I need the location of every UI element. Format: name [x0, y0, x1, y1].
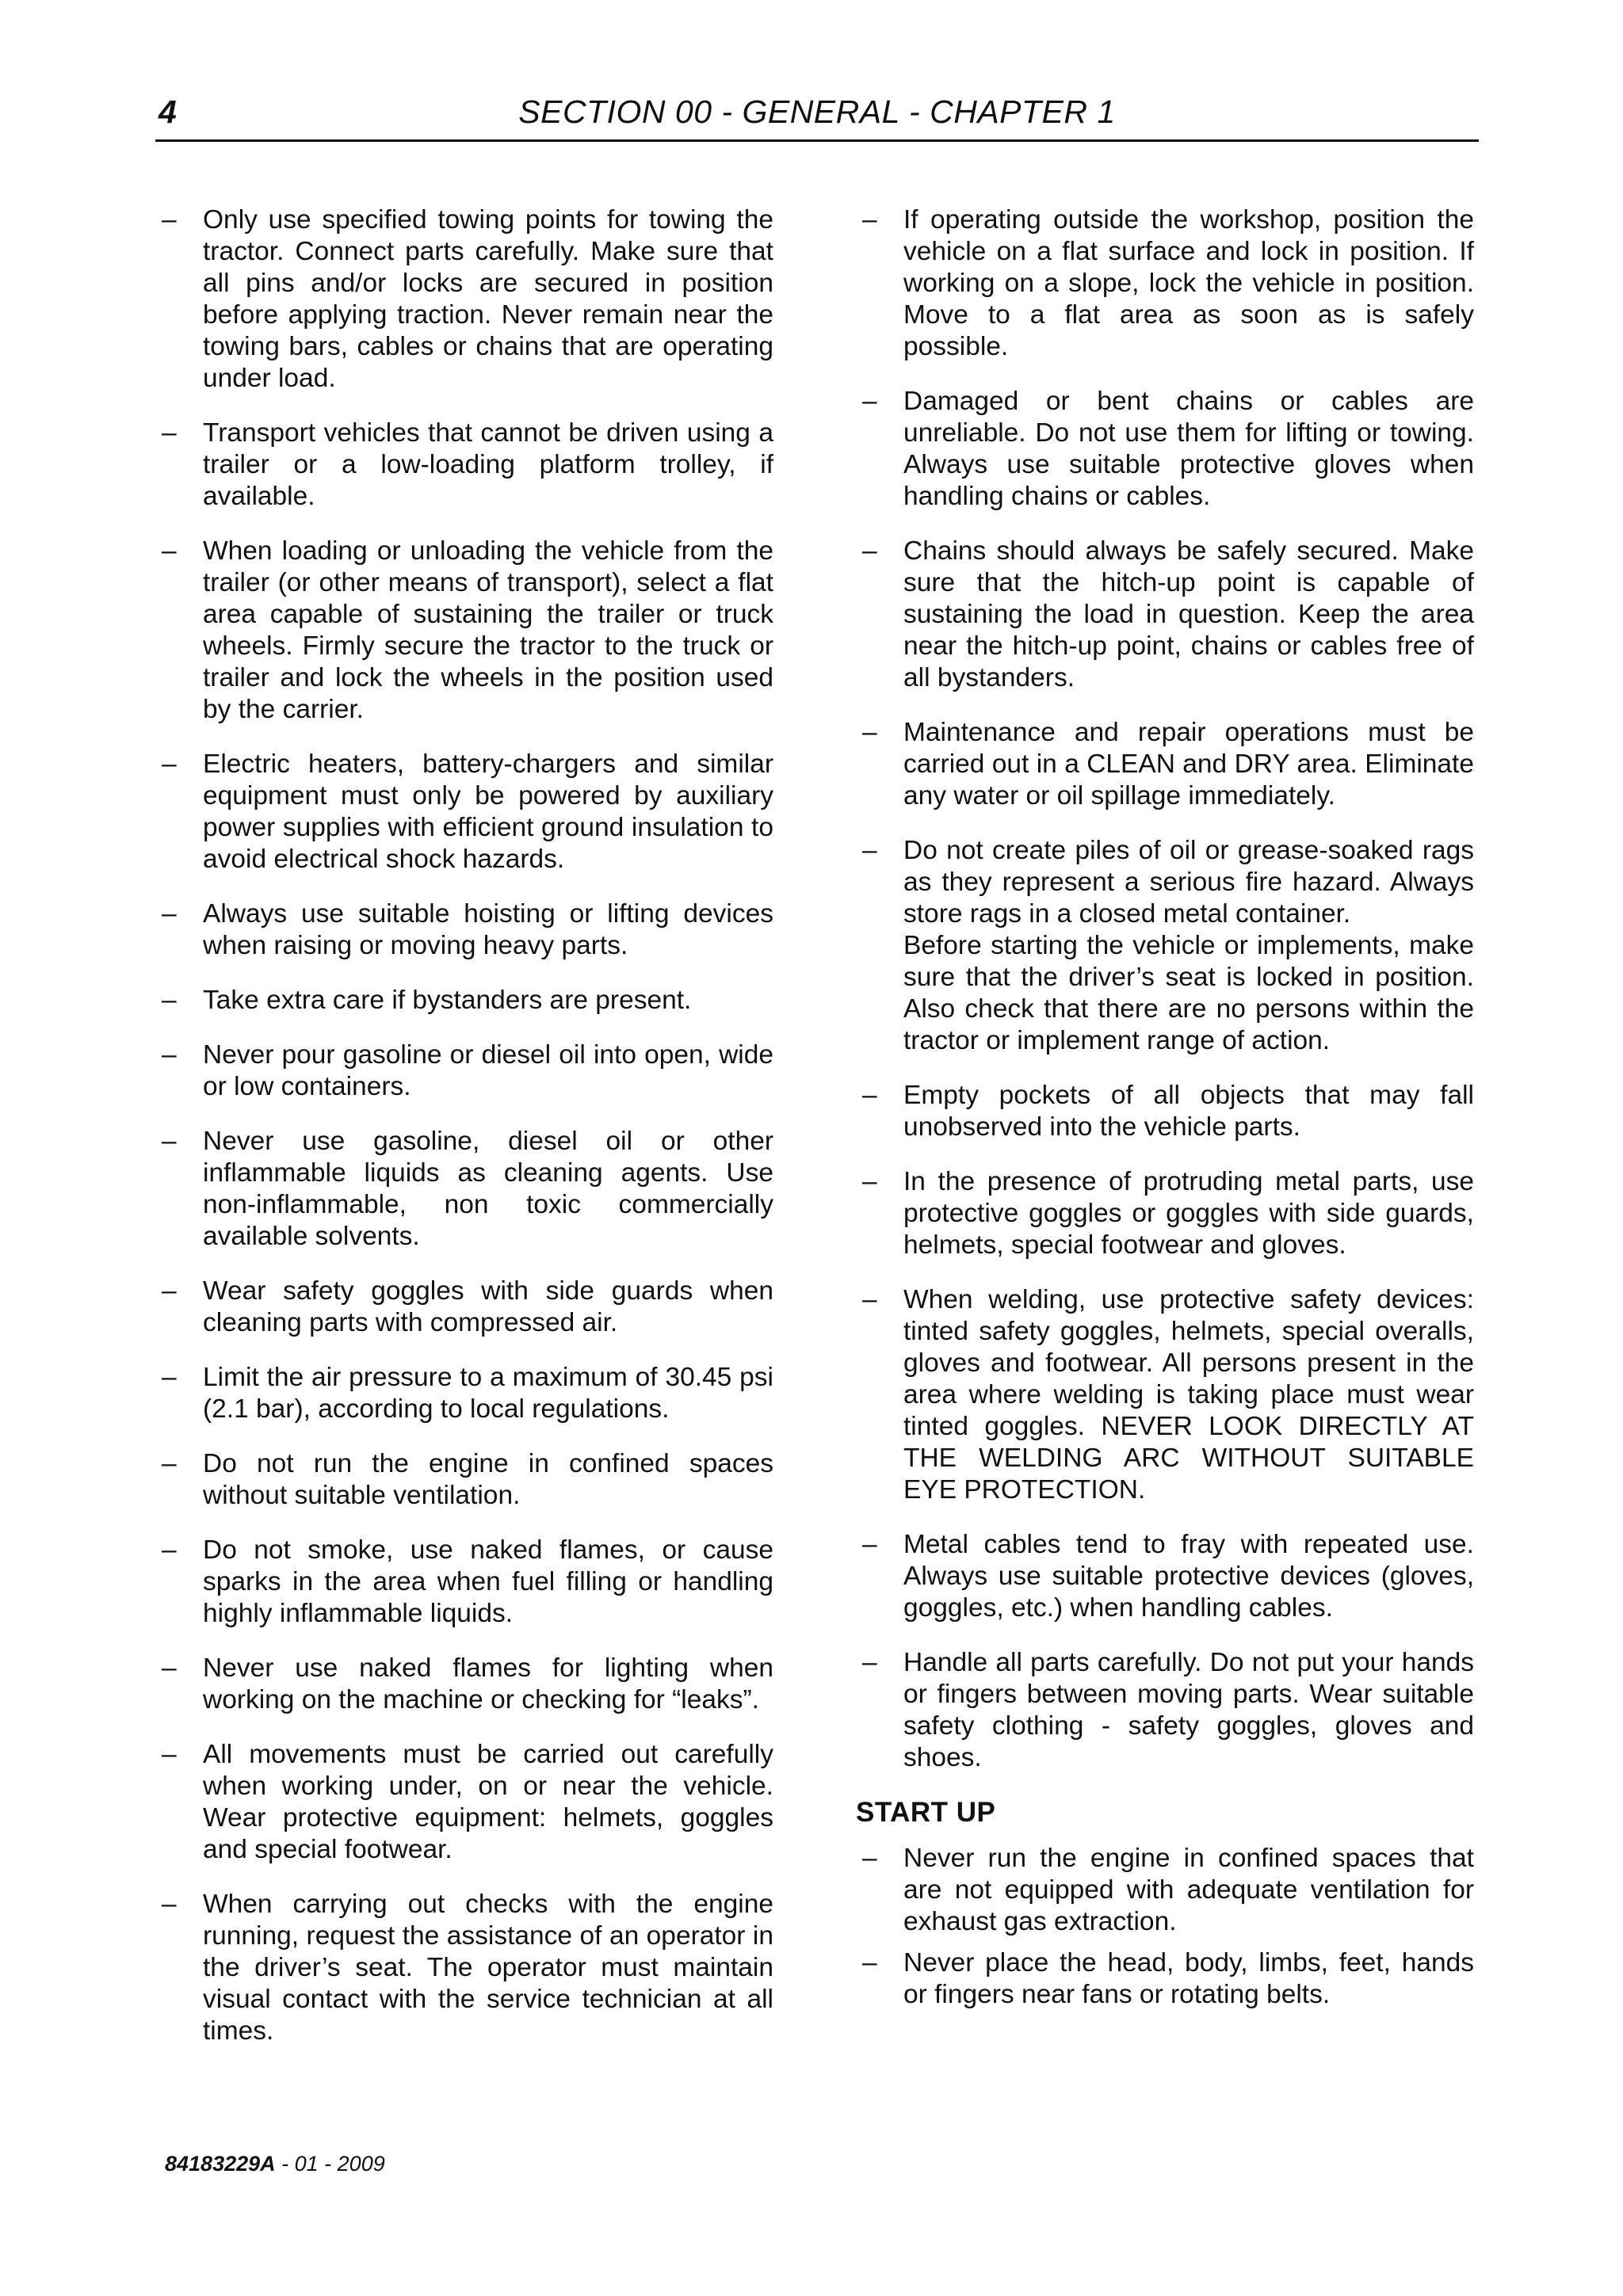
list-item-text: In the presence of protruding metal parts, use protective goggles or goggles with side guards, helmets, special footwear and gloves.: [903, 1167, 1474, 1260]
list-item-text: Transport vehicles that cannot be driven using a trailer or a low-loading platform trolley, if available.: [203, 418, 773, 511]
page-footer: [165, 2152, 385, 2176]
list-item-text: All movements must be carried out carefully when working under, on or near the vehicle. Wear protective equipment: helmets, goggles and special footwear.: [203, 1740, 773, 1864]
list-item: [856, 1647, 1474, 1774]
list-item: [155, 1535, 773, 1630]
bullet-dash: –: [862, 1167, 877, 1196]
list-item-text: Chains should always be safely secured. Make sure that the hitch-up point is capable of sustaining the load in question. Keep the area near the hitch-up point, chains or cables free of all bystanders.: [903, 536, 1474, 692]
list-item: [856, 1529, 1474, 1624]
bullet-dash: –: [162, 899, 177, 929]
list-item: [856, 536, 1474, 694]
list-item: [155, 1739, 773, 1866]
list-item-text: Never use naked flames for lighting when working on the machine or checking for “leaks”.: [203, 1653, 773, 1714]
bullet-dash: –: [162, 986, 177, 1015]
page-header: [155, 87, 1479, 142]
bullet-dash: –: [162, 1653, 177, 1683]
start-up-heading: START UP: [856, 1797, 996, 1828]
bullet-dash: –: [862, 1844, 877, 1873]
bullet-dash: –: [862, 205, 877, 235]
bullet-dash: –: [862, 1530, 877, 1559]
list-item-text: Damaged or bent chains or cables are unreliable. Do not use them for lifting or towing. Always use suitable protective gloves when handling chains or cables.: [903, 387, 1474, 511]
document-date: - 01 - 2009: [275, 2152, 385, 2176]
bullet-dash: –: [162, 1127, 177, 1156]
list-item: [155, 1039, 773, 1103]
bullet-dash: –: [162, 1449, 177, 1478]
list-item: [155, 1448, 773, 1512]
list-item-text: Do not create piles of oil or grease-soaked rags as they represent a serious fire hazard. Always store rags in a closed metal container.: [903, 836, 1474, 929]
bullet-dash: –: [162, 205, 177, 235]
list-item: [155, 1126, 773, 1253]
list-item-text: Empty pockets of all objects that may fall unobserved into the vehicle parts.: [903, 1081, 1474, 1142]
list-item-text: Do not smoke, use naked flames, or cause sparks in the area when fuel filling or handling highly inflammable liquids.: [203, 1535, 773, 1628]
list-item-text: Wear safety goggles with side guards when cleaning parts with compressed air.: [203, 1276, 773, 1337]
section-title: SECTION 00 - GENERAL - CHAPTER 1: [518, 93, 1116, 130]
list-item: [155, 1276, 773, 1339]
list-item-text: Always use suitable hoisting or lifting devices when raising or moving heavy parts.: [203, 899, 773, 960]
right-list: [856, 204, 1474, 1774]
list-item: [856, 1284, 1474, 1506]
bullet-dash: –: [162, 1276, 177, 1306]
bullet-dash: –: [862, 1948, 877, 1978]
list-item: [155, 1653, 773, 1716]
bullet-dash: –: [162, 1363, 177, 1392]
bullet-dash: –: [862, 1081, 877, 1110]
list-item-text: Never use gasoline, diesel oil or other inflammable liquids as cleaning agents. Use non-inflammable, non toxic commercially available solvents.: [203, 1127, 773, 1251]
list-item-text: When welding, use protective safety devices: tinted safety goggles, helmets, special overalls, gloves and footwear. All persons present in the area where welding is taking place must wear tinted goggles. NEVER LOOK DIRECTLY AT THE WELDING ARC WITHOUT SUITABLE EYE PROTECTION.: [903, 1285, 1474, 1505]
bullet-dash: –: [162, 1040, 177, 1070]
list-item: [155, 418, 773, 513]
right-column: [856, 204, 1474, 2020]
list-item: [155, 536, 773, 726]
list-item-text: Never place the head, body, limbs, feet, hands or fingers near fans or rotating belts.: [903, 1948, 1474, 2009]
list-item-text: Take extra care if bystanders are present.: [203, 986, 692, 1015]
bullet-dash: –: [162, 1740, 177, 1769]
list-item-text: Limit the air pressure to a maximum of 30.45 psi (2.1 bar), according to local regulations.: [203, 1363, 773, 1424]
list-item-text: Before starting the vehicle or implements, make sure that the driver’s seat is locked in position. Also check that there are no persons within the tractor or implement range of action.: [903, 931, 1474, 1055]
list-item-text: Maintenance and repair operations must be carried out in a CLEAN and DRY area. Eliminate any water or oil spillage immediately.: [903, 718, 1474, 810]
list-item-text: When carrying out checks with the engine running, request the assistance of an operator in the driver’s seat. The operator must maintain visual contact with the service technician at all times.: [203, 1890, 773, 2046]
list-item: [856, 1947, 1474, 2011]
document-code: 84183229A: [165, 2152, 276, 2176]
list-item: [856, 835, 1474, 1057]
bullet-dash: –: [862, 1285, 877, 1314]
list-item: [155, 1889, 773, 2047]
bullet-dash: –: [862, 1648, 877, 1677]
list-item-text: Do not run the engine in confined spaces without suitable ventilation.: [203, 1449, 773, 1510]
list-item-text: If operating outside the workshop, position the vehicle on a flat surface and lock in position. If working on a slope, lock the vehicle in position. Move to a flat area as soon as is safely possible.: [903, 205, 1474, 361]
bullet-dash: –: [162, 749, 177, 779]
list-item: [856, 204, 1474, 363]
bullet-dash: –: [162, 536, 177, 566]
bullet-dash: –: [162, 418, 177, 448]
list-item: [856, 386, 1474, 513]
bullet-dash: –: [162, 1535, 177, 1565]
list-item-text: Never run the engine in confined spaces that are not equipped with adequate ventilation for exhaust gas extraction.: [903, 1844, 1474, 1936]
bullet-dash: –: [862, 718, 877, 747]
list-item: [856, 717, 1474, 812]
page-number: 4: [158, 93, 177, 130]
list-item: [856, 1080, 1474, 1143]
list-item-text: Never pour gasoline or diesel oil into open, wide or low containers.: [203, 1040, 773, 1101]
left-column: [155, 204, 773, 2070]
list-item: [856, 1843, 1474, 1938]
list-item: [856, 1166, 1474, 1261]
list-item-text: Handle all parts carefully. Do not put your hands or fingers between moving parts. Wear suitable safety clothing - safety goggles, gloves and shoes.: [903, 1648, 1474, 1772]
list-item-text: Electric heaters, battery-chargers and similar equipment must only be powered by auxiliary power supplies with efficient ground insulation to avoid electrical shock hazards.: [203, 749, 773, 874]
list-item-text: Only use specified towing points for towing the tractor. Connect parts carefully. Make sure that all pins and/or locks are secured in position before applying traction. Never remain near the towing bars, cables or chains that are operating under load.: [203, 205, 773, 393]
list-item-text: Metal cables tend to fray with repeated use. Always use suitable protective devices (gloves, goggles, etc.) when handling cables.: [903, 1530, 1474, 1623]
list-item: [155, 898, 773, 962]
list-item: [155, 985, 773, 1016]
start-up-list: [856, 1843, 1474, 2011]
list-item: [155, 1362, 773, 1425]
bullet-dash: –: [162, 1890, 177, 1919]
bullet-dash: –: [862, 836, 877, 865]
list-item: [155, 749, 773, 875]
list-item: [155, 204, 773, 395]
list-item-text: When loading or unloading the vehicle from the trailer (or other means of transport), select a flat area capable of sustaining the trailer or truck wheels. Firmly secure the tractor to the truck or trailer and lock the wheels in the position used by the carrier.: [203, 536, 773, 724]
bullet-dash: –: [862, 387, 877, 416]
bullet-dash: –: [862, 536, 877, 566]
